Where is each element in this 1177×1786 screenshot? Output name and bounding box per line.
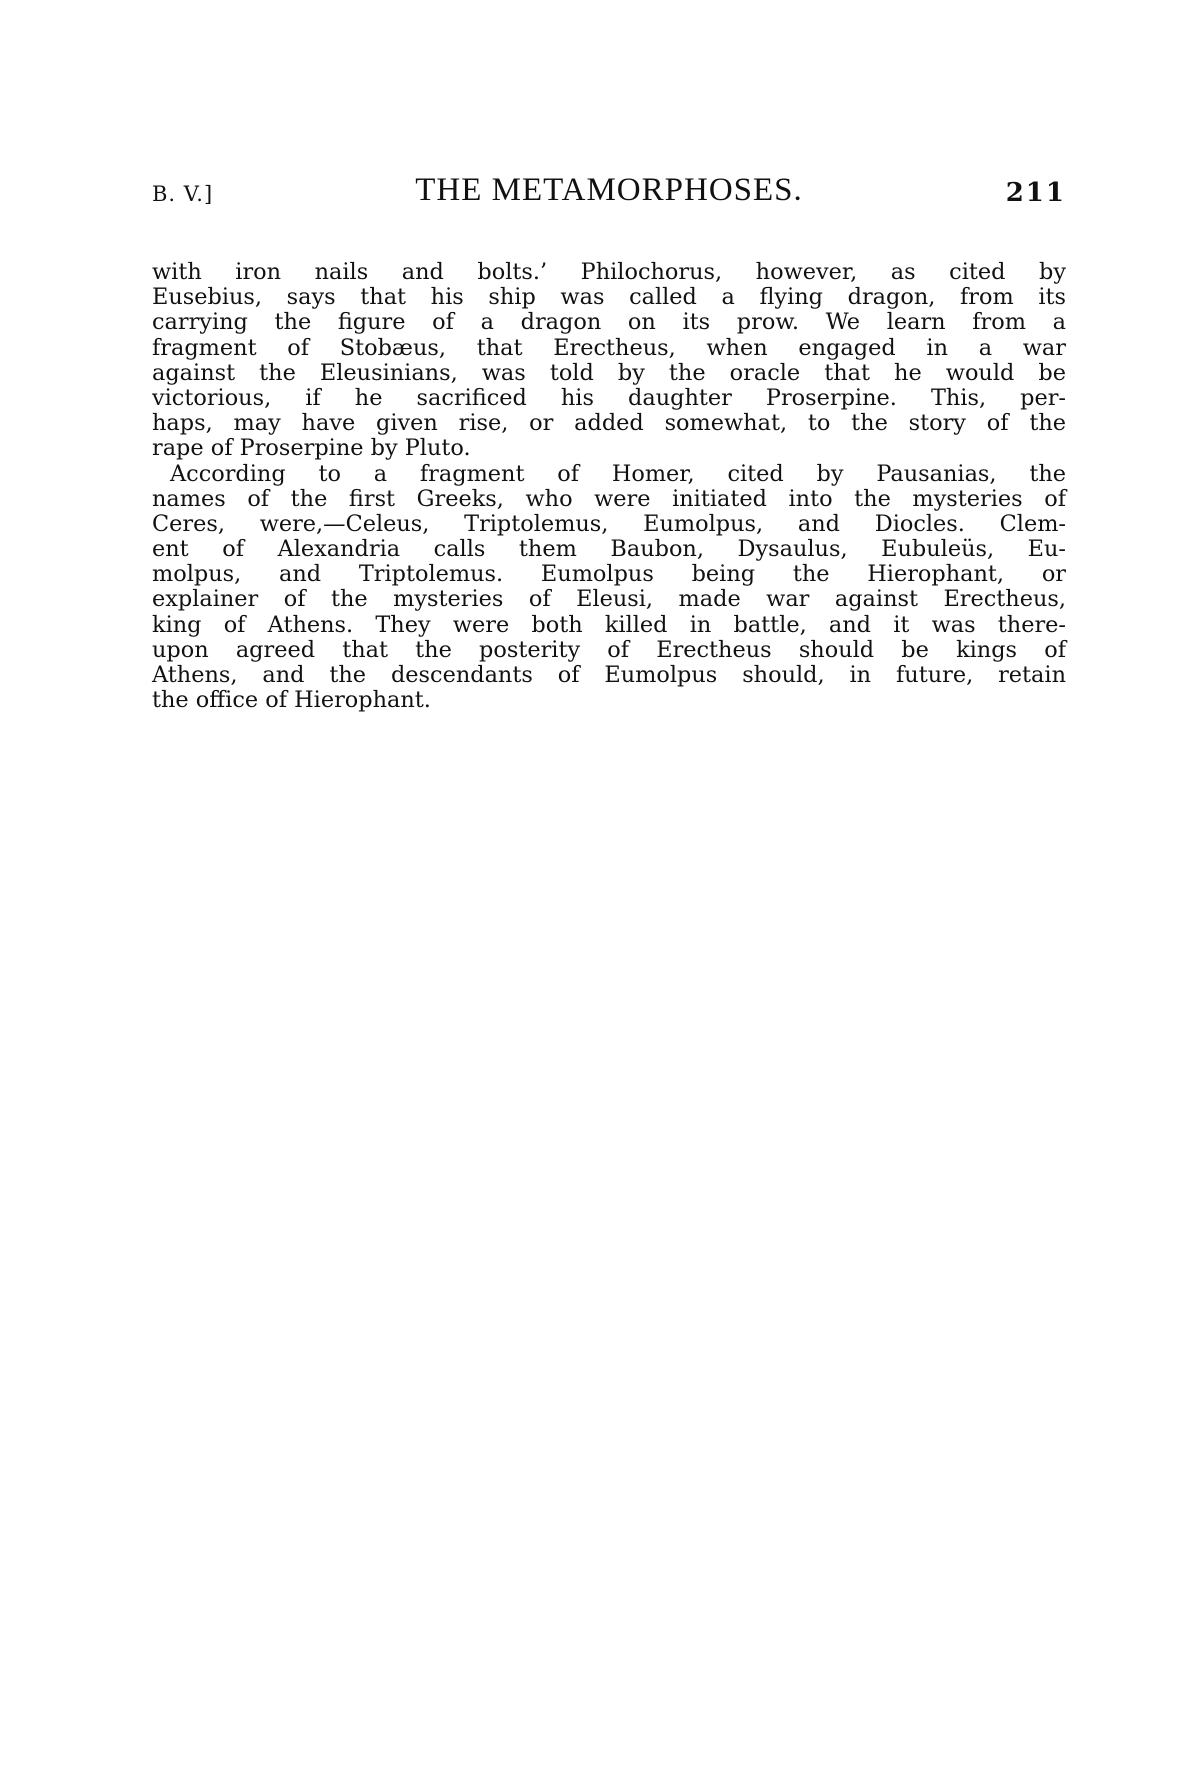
text-line: explainer of the mysteries of Eleusi, made war against Erectheus, [152,586,1066,613]
text-line: the office of Hierophant. [152,687,431,714]
text-line: victorious, if he sacrificed his daughter Proserpine. This, per- [152,384,1066,411]
text-line: haps, may have given rise, or added somewhat, to the story of the [152,410,1066,437]
text-line: fragment of Stobæus, that Erectheus, when engaged in a war [152,334,1066,361]
text-line: king of Athens. They were both killed in battle, and it was there- [152,611,1066,638]
running-header [152,172,1066,212]
text-line: According to a fragment of Homer, cited by Pausanias, the [170,460,1066,487]
text-line: names of the first Greeks, who were initiated into the mysteries of [152,485,1066,512]
text-line: rape of Proserpine by Pluto. [152,435,471,462]
text-line: Eusebius, says that his ship was called a flying dragon, from its [152,284,1066,311]
book-title: THE METAMORPHOSES. [415,172,803,208]
text-line: Athens, and the descendants of Eumolpus should, in future, retain [152,662,1066,688]
section-marker: B. V.] [152,182,214,206]
text-line: ent of Alexandria calls them Baubon, Dysaulus, Eubuleüs, Eu- [152,536,1066,563]
text-line: against the Eleusinians, was told by the oracle that he would be [152,359,1066,386]
text-line: molpus, and Triptolemus. Eumolpus being the Hierophant, or [152,561,1066,588]
page-number: 211 [1005,178,1066,208]
text-line: carrying the figure of a dragon on its prow. We learn from a [152,309,1066,336]
body-text [152,260,1066,713]
text-line: upon agreed that the posterity of Erectheus should be kings of [152,636,1066,663]
text-line: with iron nails and bolts.’ Philochorus, however, as cited by [152,259,1066,285]
text-line: Ceres, were,—Celeus, Triptolemus, Eumolpus, and Diocles. Clem- [152,510,1066,537]
